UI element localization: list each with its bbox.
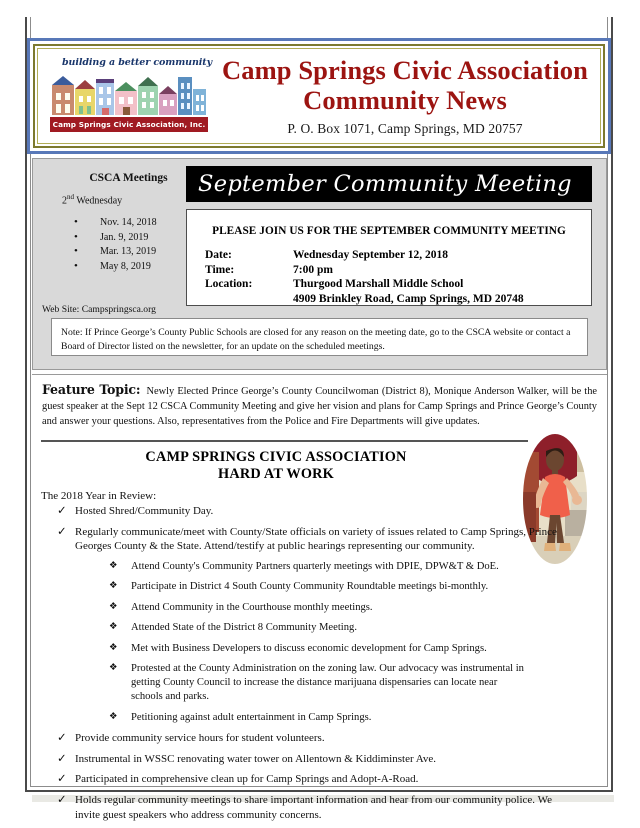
list-item: ❖ Petitioning against adult entertainment in Camp Springs. [95,711,525,725]
meeting-date-value: Wednesday September 12, 2018 [293,249,449,261]
csca-meetings-heading: CSCA Meetings [89,172,168,184]
feature-topic-label: Feature Topic: [42,382,141,397]
banner-title: September Community Meeting [198,170,572,197]
list-item: • May 8, 2019 [56,260,201,274]
accomplishments-diamond-list [95,560,525,725]
list-item: ✓ Provide community service hours for student volunteers. [41,731,571,746]
list-item: • Jan. 9, 2019 [56,231,201,245]
meeting-date-row [205,248,591,263]
meeting-details-headline: PLEASE JOIN US FOR THE SEPTEMBER COMMUNITY MEETING [212,225,566,237]
logo-townscape-svg [50,71,208,117]
section-divider [41,440,528,442]
accomplishments-tail-list [41,731,571,822]
hard-at-work-title-line2: HARD AT WORK [218,466,334,483]
accomplishments-check-list [41,504,571,554]
list-item: ✓ Participated in comprehensive clean up for Camp Springs and Adopt-A-Road. [41,772,571,787]
list-item: ✓ Instrumental in WSSC renovating water tower on Allentown & Kiddiminster Ave. [41,752,571,767]
csca-website-link[interactable]: Web Site: Campspringsca.org [42,303,156,315]
logo-tagline: building a better community [62,57,213,68]
masthead-title-line1: Camp Springs Civic Association [222,54,588,85]
list-item: • Nov. 14, 2018 [56,216,201,230]
feature-topic-section [32,374,607,430]
csca-meeting-day-ordinal: nd [67,193,74,201]
feature-topic-paragraph [42,381,597,429]
list-item: ❖ Protested at the County Administration on the zoning law. Our advocacy was instrumental in getting County Council to increase the distance marijuana dispensaries can locate near schools and parks. [95,662,525,704]
list-item: ❖ Participate in District 4 South County Community Roundtable meetings bi-monthly. [95,580,525,594]
meeting-location-address: 4909 Brinkley Road, Camp Springs, MD 20748 [293,293,524,306]
accomplishments-list-area [41,504,571,828]
meeting-location-value: Thurgood Marshall Middle School [293,278,464,291]
list-item: • Mar. 13, 2019 [56,245,201,259]
meeting-location-label: Location: [205,278,253,291]
meeting-time-value: 7:00 pm [293,263,333,276]
masthead-titles [214,55,608,137]
townscape-logo-icon [44,57,214,135]
csca-meeting-day [62,193,201,206]
meeting-location-row [205,277,591,292]
meeting-details-box [186,209,592,306]
csca-meeting-day-word: Wednesday [74,195,123,207]
meeting-time-label: Time: [205,263,235,276]
masthead-address: P. O. Box 1071, Camp Springs, MD 20757 [287,121,523,137]
school-closure-note-box [51,318,588,356]
meeting-date-label: Date: [205,249,232,261]
csca-meetings-column [42,172,201,315]
year-in-review-intro: The 2018 Year in Review: [41,490,157,502]
list-item: ❖ Met with Business Developers to discuss economic development for Camp Springs. [95,642,525,656]
meeting-details-rows [205,248,591,307]
page-title [41,449,511,484]
september-meeting-banner [186,166,592,202]
masthead [27,38,611,154]
meeting-time-row [205,263,591,278]
logo-bar-label: Camp Springs Civic Association, Inc. [50,117,208,132]
school-closure-note-text: Note: If Prince George’s County Public Schools are closed for any reason on the meeting date, go to the CSCA website or contact a Board of Director listed on the newsletter, for an update on the scheduled meetings. [61,327,571,353]
hard-at-work-title-line1: CAMP SPRINGS CIVIC ASSOCIATION [145,449,407,465]
feature-topic-body: Newly Elected Prince George’s County Councilwoman (District 8), Monique Anderson Walker, will be the guest speaker at the Sept 12 CSCA Community Meeting and give her vision and plans for Camp Springs and Prince George’s County and answer your questions. Also, representatives from the Police and Fire Departments will give updates. [42,386,598,427]
masthead-title-line2: Community News [303,85,507,115]
list-item: ❖ Attended State of the District 8 Community Meeting. [95,621,525,635]
csca-meeting-day-number: 2 [62,195,67,207]
csca-meeting-dates-list [56,216,201,274]
accomplishments-sub-list-wrap [95,560,525,725]
list-item: ❖ Attend Community in the Courthouse monthly meetings. [95,601,525,615]
list-item: ❖ Attend County's Community Partners quarterly meetings with DPIE, DPW&T & DoE. [95,560,525,574]
list-item: ✓ Holds regular community meetings to share important information and hear from our community police. We invite guest speakers who address community concerns. [41,793,571,822]
list-item: ✓ Regularly communicate/meet with County/State officials on variety of issues related to Camp Springs, Prince Georges County & the State. Attend/testify at public hearings representing our community. [41,525,571,554]
meeting-information-band [32,158,607,370]
list-item: ✓ Hosted Shred/Community Day. [41,504,571,519]
